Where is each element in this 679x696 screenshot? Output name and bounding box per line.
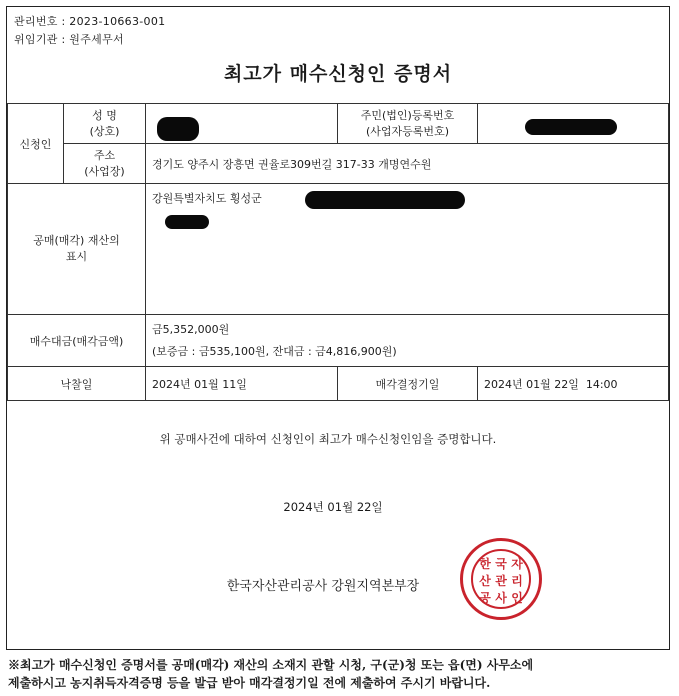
delegating-agency: 위임기관 : 원주세무서 [14,33,124,46]
property-detail-redaction [165,215,209,229]
seal-character: 공 [479,591,491,605]
certificate-sheet [6,6,670,650]
official-seal [460,538,542,620]
property-value: 강원특별자치도 횡성군 [146,184,669,315]
certificate-table [7,103,669,401]
issue-date: 2024년 01월 22일 [283,500,383,514]
seal-character: 리 [511,574,523,588]
id-number-redaction [525,119,617,135]
management-number: 관리번호 : 2023-10663-001 [14,15,166,28]
property-address-redaction [305,191,465,209]
award-date-label: 낙찰일 [8,367,146,401]
address-value: 경기도 양주시 장흥면 권율로309번길 317-33 개명연수원 [146,144,669,184]
price-detail: (보증금 : 금535,100원, 잔대금 : 금4,816,900원) [152,344,397,358]
seal-character: 자 [511,557,523,571]
name-label: 성 명 (상호) [64,104,146,144]
footnote [8,656,671,692]
issuer-name: 한국자산관리공사 강원지역본부장 [226,579,420,594]
footnote-line-1: ※최고가 매수신청인 증명서를 공매(매각) 재산의 소재지 관할 시청, 구(군)청 또는 읍(면) 사무소에 [8,658,534,672]
price-value [146,315,669,367]
award-date-value: 2024년 01월 11일 [146,367,338,401]
name-redaction [157,117,199,141]
id-number-label: 주민(법인)등록번호 (사업자등록번호) [338,104,478,144]
decision-date-label: 매각결정기일 [338,367,478,401]
address-label: 주소 (사업장) [64,144,146,184]
seal-character: 국 [495,557,507,571]
property-label: 공매(매각) 재산의 표시 [8,184,146,315]
decision-date-value: 2024년 01월 22일 14:00 [478,367,669,401]
seal-character: 인 [511,591,523,605]
price-total: 금5,352,000원 [152,322,230,336]
seal-character: 사 [495,591,507,605]
document-title: 최고가 매수신청인 증명서 [223,63,453,85]
applicant-section-label: 신청인 [8,104,64,184]
price-label: 매수대금(매각금액) [8,315,146,367]
seal-character: 한 [479,557,491,571]
seal-character: 산 [479,574,491,588]
seal-characters [471,549,531,609]
seal-character: 관 [495,574,507,588]
footnote-line-2: 제출하시고 농지취득자격증명 등을 발급 받아 매각결정기일 전에 제출하여 주시기 바랍니다. [8,676,491,690]
certification-statement: 위 공매사건에 대하여 신청인이 최고가 매수신청인임을 증명합니다. [159,432,497,446]
